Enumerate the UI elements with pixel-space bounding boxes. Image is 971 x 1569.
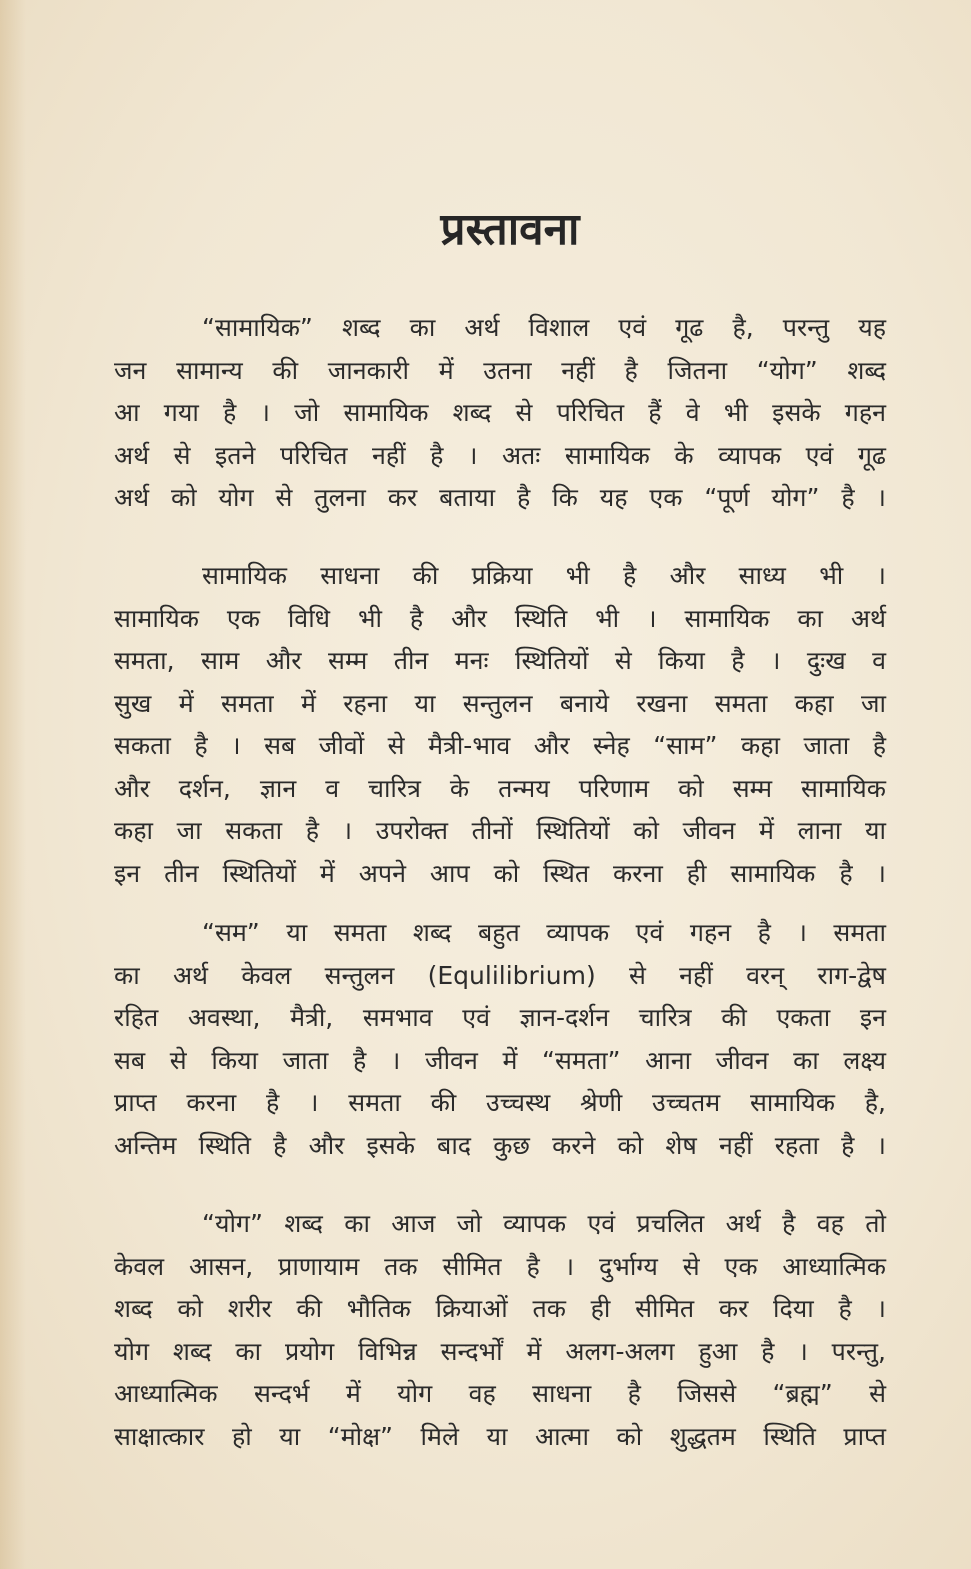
text-line: “सामायिक” शब्द का अर्थ विशाल एवं गूढ है, परन्तु यह xyxy=(202,313,886,342)
text-line: अन्तिम स्थिति है और इसके बाद कुछ करने को शेष नहीं रहता है । xyxy=(114,1130,886,1160)
text-line: का अर्थ केवल सन्तुलन (Equlilibrium) से नहीं वरन् राग-द्वेष xyxy=(114,960,886,990)
text-line: अर्थ को योग से तुलना कर बताया है कि यह एक “पूर्ण योग” है । xyxy=(114,483,886,512)
text-line: योग शब्द का प्रयोग विभिन्न सन्दर्भों में अलग-अलग हुआ है । परन्तु, xyxy=(114,1336,886,1366)
text-line: सामायिक साधना की प्रक्रिया भी है और साध्य भी । xyxy=(202,561,886,590)
text-line: साक्षात्कार हो या “मोक्ष” मिले या आत्मा को शुद्धतम स्थिति प्राप्त xyxy=(114,1421,886,1451)
paragraph-4 xyxy=(114,1203,886,1458)
text-line: रहित अवस्था, मैत्री, समभाव एवं ज्ञान-दर्शन चारित्र की एकता इन xyxy=(114,1003,886,1032)
paragraph-1 xyxy=(114,307,886,520)
text-line: सामायिक एक विधि भी है और स्थिति भी । सामायिक का अर्थ xyxy=(114,603,886,633)
text-line: “सम” या समता शब्द बहुत व्यापक एवं गहन है । समता xyxy=(202,918,886,947)
page-title: प्रस्तावना xyxy=(440,204,580,255)
text-line: आध्यात्मिक सन्दर्भ में योग वह साधना है जिससे “ब्रह्म” से xyxy=(114,1379,886,1408)
text-line: शब्द को शरीर की भौतिक क्रियाओं तक ही सीमित कर दिया है । xyxy=(114,1294,886,1323)
text-line: जन सामान्य की जानकारी में उतना नहीं है जितना “योग” शब्द xyxy=(114,355,886,385)
text-line: केवल आसन, प्राणायाम तक सीमित है । दुर्भाग्य से एक आध्यात्मिक xyxy=(114,1251,886,1281)
text-line: सुख में समता में रहना या सन्तुलन बनाये रखना समता कहा जा xyxy=(114,688,886,718)
paragraph-2 xyxy=(114,555,886,895)
text-line: सकता है । सब जीवों से मैत्री-भाव और स्नेह “साम” कहा जाता है xyxy=(114,731,886,760)
text-line: सब से किया जाता है । जीवन में “समता” आना जीवन का लक्ष्य xyxy=(114,1045,886,1075)
text-line: कहा जा सकता है । उपरोक्त तीनों स्थितियों को जीवन में लाना या xyxy=(114,816,886,845)
text-line: इन तीन स्थितियों में अपने आप को स्थित करना ही सामायिक है । xyxy=(114,858,886,888)
text-line: अर्थ से इतने परिचित नहीं है । अतः सामायिक के व्यापक एवं गूढ xyxy=(114,440,886,470)
text-line: और दर्शन, ज्ञान व चारित्र के तन्मय परिणाम को सम्म सामायिक xyxy=(114,773,886,803)
text-line: “योग” शब्द का आज जो व्यापक एवं प्रचलित अर्थ है वह तो xyxy=(202,1209,886,1238)
text-line: प्राप्त करना है । समता की उच्चस्थ श्रेणी उच्चतम सामायिक है, xyxy=(114,1088,886,1117)
text-line: समता, साम और सम्म तीन मनः स्थितियों से किया है । दुःख व xyxy=(114,646,886,675)
text-line: आ गया है । जो सामायिक शब्द से परिचित हैं वे भी इसके गहन xyxy=(114,398,886,427)
paragraph-3 xyxy=(114,912,886,1167)
